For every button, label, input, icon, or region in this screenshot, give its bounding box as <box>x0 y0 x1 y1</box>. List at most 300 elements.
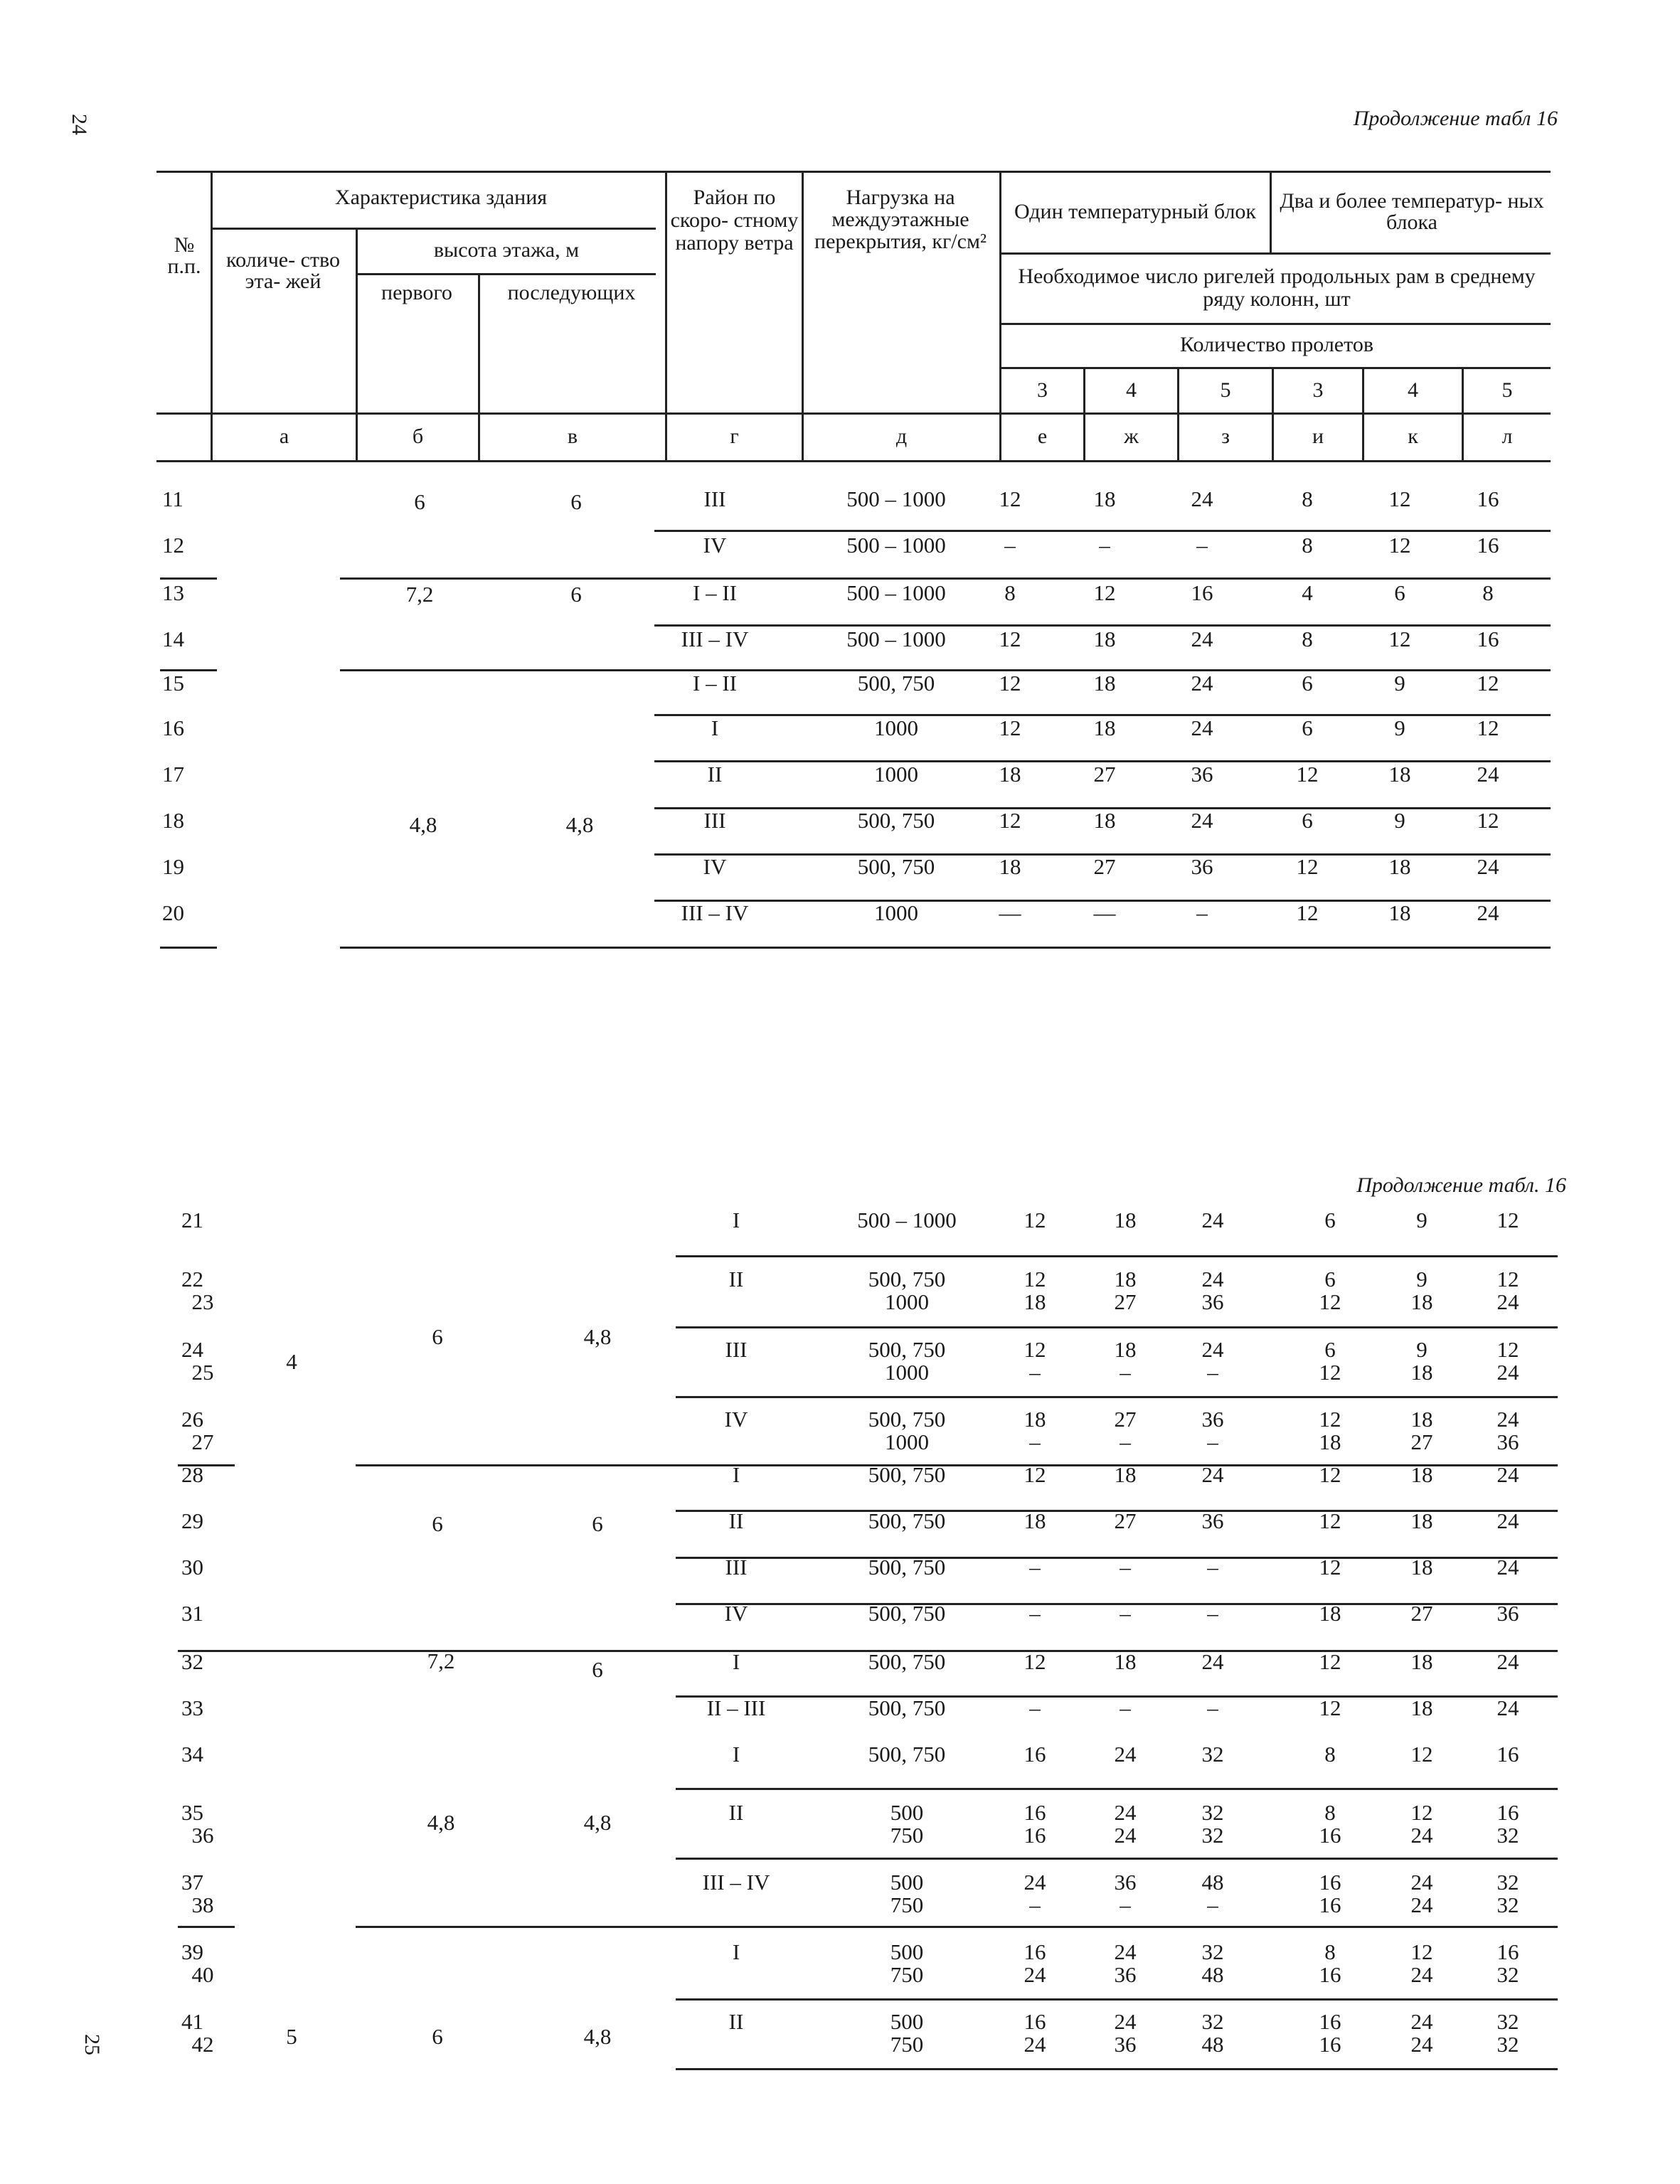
girder-count: 32 <box>1201 1742 1224 1767</box>
floor-load: 500 – 1000 <box>846 580 946 605</box>
girder-count: 12 <box>999 671 1021 696</box>
girder-count: 36 <box>1496 1601 1519 1626</box>
girder-count: 16 <box>1319 1823 1341 1848</box>
row-number: 29 <box>181 1508 203 1533</box>
girder-count: 18 <box>1114 1649 1137 1674</box>
floor-load: 500, 750 <box>868 1555 946 1580</box>
row-number: 37 <box>181 1870 203 1895</box>
girder-count: – <box>1029 1892 1041 1917</box>
girder-count: 24 <box>1201 1267 1224 1291</box>
floor-load: 500 <box>890 1800 924 1825</box>
next-floor-height: 6 <box>570 489 582 514</box>
header-two-blocks: Два и более температур- ных блока <box>1280 189 1544 234</box>
column-letter: в <box>567 425 578 448</box>
girder-count: 24 <box>1410 1823 1433 1848</box>
wind-region: IV <box>724 1407 748 1432</box>
girder-count: 8 <box>1004 580 1016 605</box>
girder-count: 24 <box>1024 2032 1046 2057</box>
girder-count: 36 <box>1201 1508 1224 1533</box>
girder-count: 9 <box>1394 715 1405 740</box>
girder-count: 8 <box>1482 580 1494 605</box>
row-number: 15 <box>162 671 184 696</box>
girder-count: 18 <box>1410 1289 1433 1314</box>
first-floor-height: 4,8 <box>427 1810 455 1835</box>
girder-count: – <box>1207 1360 1218 1385</box>
floor-load: 500, 750 <box>868 1337 946 1362</box>
girder-count: 24 <box>1410 2032 1433 2057</box>
wind-region: IV <box>724 1601 748 1626</box>
girder-count: 18 <box>1410 1649 1433 1674</box>
girder-count: 24 <box>1496 1407 1519 1432</box>
girder-count: 24 <box>1191 808 1213 833</box>
girder-count: 6 <box>1302 808 1313 833</box>
wind-region: I – II <box>693 671 737 696</box>
girder-count: – <box>1029 1555 1041 1580</box>
span-number: 3 <box>1312 378 1324 402</box>
girder-count: 18 <box>1024 1407 1046 1432</box>
girder-count: 8 <box>1324 1939 1336 1964</box>
girder-count: – <box>1029 1360 1041 1385</box>
girder-count: — <box>999 900 1021 925</box>
girder-count: 32 <box>1201 1939 1224 1964</box>
girder-count: 12 <box>1496 1267 1519 1291</box>
span-number: 5 <box>1501 378 1513 402</box>
girder-count: 24 <box>1191 715 1213 740</box>
column-letter: г <box>730 425 739 448</box>
girder-count: 36 <box>1191 762 1213 787</box>
girder-count: 24 <box>1496 1555 1519 1580</box>
first-floor-height: 6 <box>414 489 425 514</box>
girder-count: 16 <box>1319 2032 1341 2057</box>
wind-region: IV <box>703 854 727 879</box>
girder-count: 12 <box>1024 1208 1046 1232</box>
girder-count: 12 <box>1319 1360 1341 1385</box>
header-building: Характеристика здания <box>334 186 548 209</box>
girder-count: 12 <box>1296 854 1319 879</box>
floor-load: 750 <box>890 1823 924 1848</box>
floor-load: 500, 750 <box>857 808 935 833</box>
girder-count: 24 <box>1496 1695 1519 1720</box>
row-number: 12 <box>162 533 184 558</box>
wind-region: III <box>725 1555 748 1580</box>
girder-count: 18 <box>1410 1508 1433 1533</box>
girder-count: 16 <box>1319 1870 1341 1895</box>
floor-load: 500, 750 <box>868 1462 946 1487</box>
row-number: 20 <box>162 900 184 925</box>
floor-load: 1000 <box>874 762 918 787</box>
table-caption-top: Продолжение табл 16 <box>1353 107 1558 130</box>
girder-count: 18 <box>1093 808 1116 833</box>
floor-load: 500, 750 <box>868 1508 946 1533</box>
span-number: 3 <box>1037 378 1048 402</box>
header-spans: Количество пролетов <box>1179 333 1373 356</box>
row-number: 31 <box>181 1601 203 1626</box>
girder-count: – <box>1196 533 1208 558</box>
girder-count: 16 <box>1319 1962 1341 1987</box>
girder-count: 16 <box>1477 486 1499 511</box>
row-number: 33 <box>181 1695 203 1720</box>
floors-count: 4 <box>286 1349 297 1374</box>
girder-count: 12 <box>1477 808 1499 833</box>
floor-load: 500, 750 <box>857 671 935 696</box>
floor-load: 750 <box>890 1892 924 1917</box>
wind-region: I <box>732 1742 740 1767</box>
girder-count: – <box>1196 900 1208 925</box>
girder-count: – <box>1120 1695 1131 1720</box>
girder-count: 16 <box>1024 1939 1046 1964</box>
row-number: 11 <box>162 486 184 511</box>
girder-count: 36 <box>1496 1429 1519 1454</box>
girder-count: 24 <box>1191 486 1213 511</box>
first-floor-height: 4,8 <box>409 812 437 837</box>
girder-count: 27 <box>1114 1508 1137 1533</box>
girder-count: 16 <box>1496 1800 1519 1825</box>
girder-count: 16 <box>1024 2009 1046 2034</box>
page-number-bottom: 25 <box>80 2034 104 2055</box>
girder-count: 18 <box>1093 671 1116 696</box>
column-letter: ж <box>1124 425 1139 448</box>
next-floor-height: 4,8 <box>565 812 594 837</box>
girder-count: 27 <box>1114 1289 1137 1314</box>
girder-count: 24 <box>1496 1289 1519 1314</box>
row-number: 42 <box>191 2032 214 2057</box>
girder-count: 24 <box>1201 1337 1224 1362</box>
floor-load: 500, 750 <box>868 1695 946 1720</box>
floor-load: 500, 750 <box>857 854 935 879</box>
girder-count: – <box>1207 1892 1218 1917</box>
girder-count: 8 <box>1324 1742 1336 1767</box>
girder-count: 6 <box>1324 1208 1336 1232</box>
girder-count: 18 <box>999 762 1021 787</box>
wind-region: I – II <box>693 580 737 605</box>
girder-count: 12 <box>1024 1462 1046 1487</box>
floor-load: 500 – 1000 <box>846 486 946 511</box>
girder-count: 6 <box>1394 580 1405 605</box>
girder-count: 12 <box>1024 1267 1046 1291</box>
row-number: 26 <box>181 1407 203 1432</box>
girder-count: 16 <box>1496 1742 1519 1767</box>
header-first: первого <box>381 281 452 304</box>
row-number: 40 <box>191 1962 214 1987</box>
girder-count: 24 <box>1114 1742 1137 1767</box>
girder-count: 24 <box>1114 1800 1137 1825</box>
row-number: 32 <box>181 1649 203 1674</box>
girder-count: 24 <box>1496 1508 1519 1533</box>
girder-count: 48 <box>1201 1870 1224 1895</box>
girder-count: – <box>1207 1695 1218 1720</box>
girder-count: – <box>1120 1892 1131 1917</box>
row-number: 36 <box>191 1823 214 1848</box>
row-number: 41 <box>181 2009 203 2034</box>
row-number: 30 <box>181 1555 203 1580</box>
girder-count: – <box>1120 1360 1131 1385</box>
girder-count: – <box>1029 1695 1041 1720</box>
girder-count: 12 <box>1496 1208 1519 1232</box>
girder-count: 27 <box>1114 1407 1137 1432</box>
table-caption-bottom: Продолжение табл. 16 <box>1356 1173 1566 1197</box>
girder-count: 18 <box>1093 486 1116 511</box>
girder-count: 18 <box>1319 1601 1341 1626</box>
column-letter: з <box>1221 425 1230 448</box>
header-floors: количе- ство эта- жей <box>226 248 340 293</box>
girder-count: 24 <box>1477 854 1499 879</box>
wind-region: III <box>703 808 726 833</box>
span-number: 4 <box>1126 378 1137 402</box>
girder-count: 18 <box>1410 1555 1433 1580</box>
girder-count: 16 <box>1319 2009 1341 2034</box>
wind-region: I <box>732 1939 740 1964</box>
girder-count: 12 <box>999 486 1021 511</box>
wind-region: I <box>711 715 719 740</box>
girder-count: 24 <box>1496 1462 1519 1487</box>
girder-count: 18 <box>1388 762 1411 787</box>
girder-count: 36 <box>1114 2032 1137 2057</box>
girder-count: 27 <box>1093 854 1116 879</box>
girder-count: 12 <box>1296 762 1319 787</box>
girder-count: 24 <box>1114 1939 1137 1964</box>
girder-count: 24 <box>1410 1962 1433 1987</box>
header-one-block: Один температурный блок <box>1014 200 1256 223</box>
girder-count: – <box>1207 1601 1218 1626</box>
girder-count: 12 <box>1319 1508 1341 1533</box>
girder-count: 16 <box>1024 1742 1046 1767</box>
girder-count: 24 <box>1477 900 1499 925</box>
wind-region: II <box>728 2009 744 2034</box>
girder-count: 9 <box>1416 1337 1428 1362</box>
girder-count: — <box>1093 900 1116 925</box>
girder-count: 6 <box>1302 715 1313 740</box>
floor-load: 500 <box>890 1939 924 1964</box>
girder-count: 24 <box>1201 1208 1224 1232</box>
girder-count: 32 <box>1496 2009 1519 2034</box>
row-number: 22 <box>181 1267 203 1291</box>
girder-count: 18 <box>1114 1462 1137 1487</box>
girder-count: 12 <box>1477 671 1499 696</box>
girder-count: 24 <box>1410 2009 1433 2034</box>
floor-load: 500 – 1000 <box>846 533 946 558</box>
floor-load: 500 <box>890 2009 924 2034</box>
header-number: № п.п. <box>167 233 201 278</box>
girder-count: 16 <box>1319 1892 1341 1917</box>
first-floor-height: 6 <box>432 2024 443 2049</box>
first-floor-height: 6 <box>432 1324 443 1349</box>
column-letter: е <box>1037 425 1048 448</box>
wind-region: III – IV <box>681 900 749 925</box>
girder-count: – <box>1120 1429 1131 1454</box>
header-height: высота этажа, м <box>433 238 580 262</box>
girder-count: – <box>1120 1601 1131 1626</box>
girder-count: 12 <box>999 808 1021 833</box>
girder-count: 24 <box>1024 1962 1046 1987</box>
girder-count: 18 <box>1024 1508 1046 1533</box>
row-number: 17 <box>162 762 184 787</box>
row-number: 27 <box>191 1429 214 1454</box>
page-number-top: 24 <box>68 114 91 135</box>
girder-count: 32 <box>1496 1892 1519 1917</box>
girder-count: 36 <box>1114 1962 1137 1987</box>
column-letter: и <box>1312 425 1324 448</box>
girder-count: 18 <box>1410 1407 1433 1432</box>
row-number: 13 <box>162 580 184 605</box>
floors-count: 5 <box>286 2024 297 2049</box>
girder-count: 8 <box>1302 533 1313 558</box>
girder-count: 6 <box>1302 671 1313 696</box>
girder-count: 12 <box>999 627 1021 651</box>
girder-count: – <box>1207 1555 1218 1580</box>
girder-count: 32 <box>1496 1962 1519 1987</box>
floor-load: 1000 <box>885 1429 929 1454</box>
girder-count: 48 <box>1201 2032 1224 2057</box>
row-number: 25 <box>191 1360 214 1385</box>
floor-load: 1000 <box>874 715 918 740</box>
column-letter: д <box>895 425 908 448</box>
girder-count: 12 <box>1477 715 1499 740</box>
girder-count: 12 <box>1496 1337 1519 1362</box>
wind-region: II <box>728 1508 744 1533</box>
girder-count: 16 <box>1477 533 1499 558</box>
first-floor-height: 6 <box>432 1511 443 1536</box>
wind-region: II <box>728 1800 744 1825</box>
girder-count: 16 <box>1477 627 1499 651</box>
header-floor-load: Нагрузка на междуэтажные перекрытия, кг/см² <box>814 186 987 253</box>
girder-count: 8 <box>1302 627 1313 651</box>
wind-region: I <box>732 1462 740 1487</box>
girder-count: 24 <box>1496 1360 1519 1385</box>
row-number: 28 <box>181 1462 203 1487</box>
row-number: 21 <box>181 1208 203 1232</box>
girder-count: 24 <box>1114 2009 1137 2034</box>
girder-count: 12 <box>1024 1649 1046 1674</box>
girder-count: 18 <box>1410 1462 1433 1487</box>
girder-count: 32 <box>1201 1800 1224 1825</box>
girder-count: 36 <box>1114 1870 1137 1895</box>
column-letter: б <box>412 425 424 448</box>
girder-count: 24 <box>1410 1892 1433 1917</box>
row-number: 35 <box>181 1800 203 1825</box>
girder-count: 12 <box>1296 900 1319 925</box>
girder-count: – <box>1004 533 1016 558</box>
first-floor-height: 7,2 <box>427 1648 455 1673</box>
row-number: 23 <box>191 1289 214 1314</box>
girder-count: 24 <box>1024 1870 1046 1895</box>
girder-count: – <box>1099 533 1110 558</box>
girder-count: – <box>1207 1429 1218 1454</box>
girder-count: 24 <box>1191 627 1213 651</box>
girder-count: 12 <box>1319 1462 1341 1487</box>
wind-region: I <box>732 1208 740 1232</box>
girder-count: 12 <box>1319 1555 1341 1580</box>
floor-load: 500 – 1000 <box>857 1208 957 1232</box>
wind-region: III – IV <box>702 1870 770 1895</box>
girder-count: 24 <box>1477 762 1499 787</box>
girder-count: 16 <box>1024 1823 1046 1848</box>
first-floor-height: 7,2 <box>405 582 434 607</box>
girder-count: 18 <box>1114 1208 1137 1232</box>
girder-count: 32 <box>1201 2009 1224 2034</box>
wind-region: IV <box>703 533 727 558</box>
column-letter: к <box>1408 425 1418 448</box>
row-number: 16 <box>162 715 184 740</box>
girder-count: – <box>1120 1555 1131 1580</box>
floor-load: 750 <box>890 2032 924 2057</box>
girder-count: 12 <box>1319 1649 1341 1674</box>
girder-count: 9 <box>1394 671 1405 696</box>
header-girders: Необходимое число ригелей продольных рам в среднему ряду колонн, шт <box>1018 265 1536 311</box>
girder-count: 9 <box>1394 808 1405 833</box>
girder-count: 32 <box>1496 1823 1519 1848</box>
floor-load: 500, 750 <box>868 1742 946 1767</box>
girder-count: 8 <box>1324 1800 1336 1825</box>
girder-count: 36 <box>1201 1407 1224 1432</box>
girder-count: 18 <box>1388 900 1411 925</box>
girder-count: 12 <box>1410 1742 1433 1767</box>
column-letter: а <box>279 425 289 448</box>
girder-count: 18 <box>999 854 1021 879</box>
girder-count: 9 <box>1416 1267 1428 1291</box>
floor-load: 1000 <box>874 900 918 925</box>
girder-count: 12 <box>1093 580 1116 605</box>
row-number: 38 <box>191 1892 214 1917</box>
row-number: 24 <box>181 1337 203 1362</box>
girder-count: 18 <box>1388 854 1411 879</box>
floor-load: 500, 750 <box>868 1407 946 1432</box>
floor-load: 1000 <box>885 1289 929 1314</box>
girder-count: 18 <box>1410 1695 1433 1720</box>
column-letter: л <box>1501 425 1513 448</box>
girder-count: 36 <box>1191 854 1213 879</box>
girder-count: 12 <box>1388 627 1411 651</box>
girder-count: 6 <box>1324 1337 1336 1362</box>
header-wind-region: Район по скоро- стному напору ветра <box>670 186 799 255</box>
girder-count: 18 <box>1114 1267 1137 1291</box>
girder-count: 12 <box>1388 486 1411 511</box>
girder-count: 4 <box>1302 580 1313 605</box>
row-number: 18 <box>162 808 184 833</box>
girder-count: 27 <box>1093 762 1116 787</box>
girder-count: 24 <box>1191 671 1213 696</box>
floor-load: 500 – 1000 <box>846 627 946 651</box>
girder-count: 18 <box>1114 1337 1137 1362</box>
next-floor-height: 6 <box>570 582 582 607</box>
wind-region: III <box>725 1337 748 1362</box>
span-number: 4 <box>1408 378 1418 402</box>
girder-count: 24 <box>1410 1870 1433 1895</box>
row-number: 39 <box>181 1939 203 1964</box>
girder-count: 12 <box>1410 1939 1433 1964</box>
wind-region: II <box>728 1267 744 1291</box>
next-floor-height: 6 <box>592 1657 603 1682</box>
span-number: 5 <box>1220 378 1231 402</box>
row-number: 19 <box>162 854 184 879</box>
girder-count: 48 <box>1201 1962 1224 1987</box>
girder-count: 12 <box>1388 533 1411 558</box>
girder-count: 8 <box>1302 486 1313 511</box>
floor-load: 500 <box>890 1870 924 1895</box>
girder-count: 24 <box>1201 1462 1224 1487</box>
girder-count: – <box>1029 1429 1041 1454</box>
next-floor-height: 4,8 <box>583 2024 612 2049</box>
girder-count: 18 <box>1093 627 1116 651</box>
girder-count: 6 <box>1324 1267 1336 1291</box>
girder-count: 12 <box>1024 1337 1046 1362</box>
girder-count: 24 <box>1114 1823 1137 1848</box>
girder-count: 27 <box>1410 1429 1433 1454</box>
girder-count: 16 <box>1496 1939 1519 1964</box>
floor-load: 500, 750 <box>868 1267 946 1291</box>
next-floor-height: 4,8 <box>583 1324 612 1349</box>
floor-load: 500, 750 <box>868 1601 946 1626</box>
girder-count: 24 <box>1201 1649 1224 1674</box>
